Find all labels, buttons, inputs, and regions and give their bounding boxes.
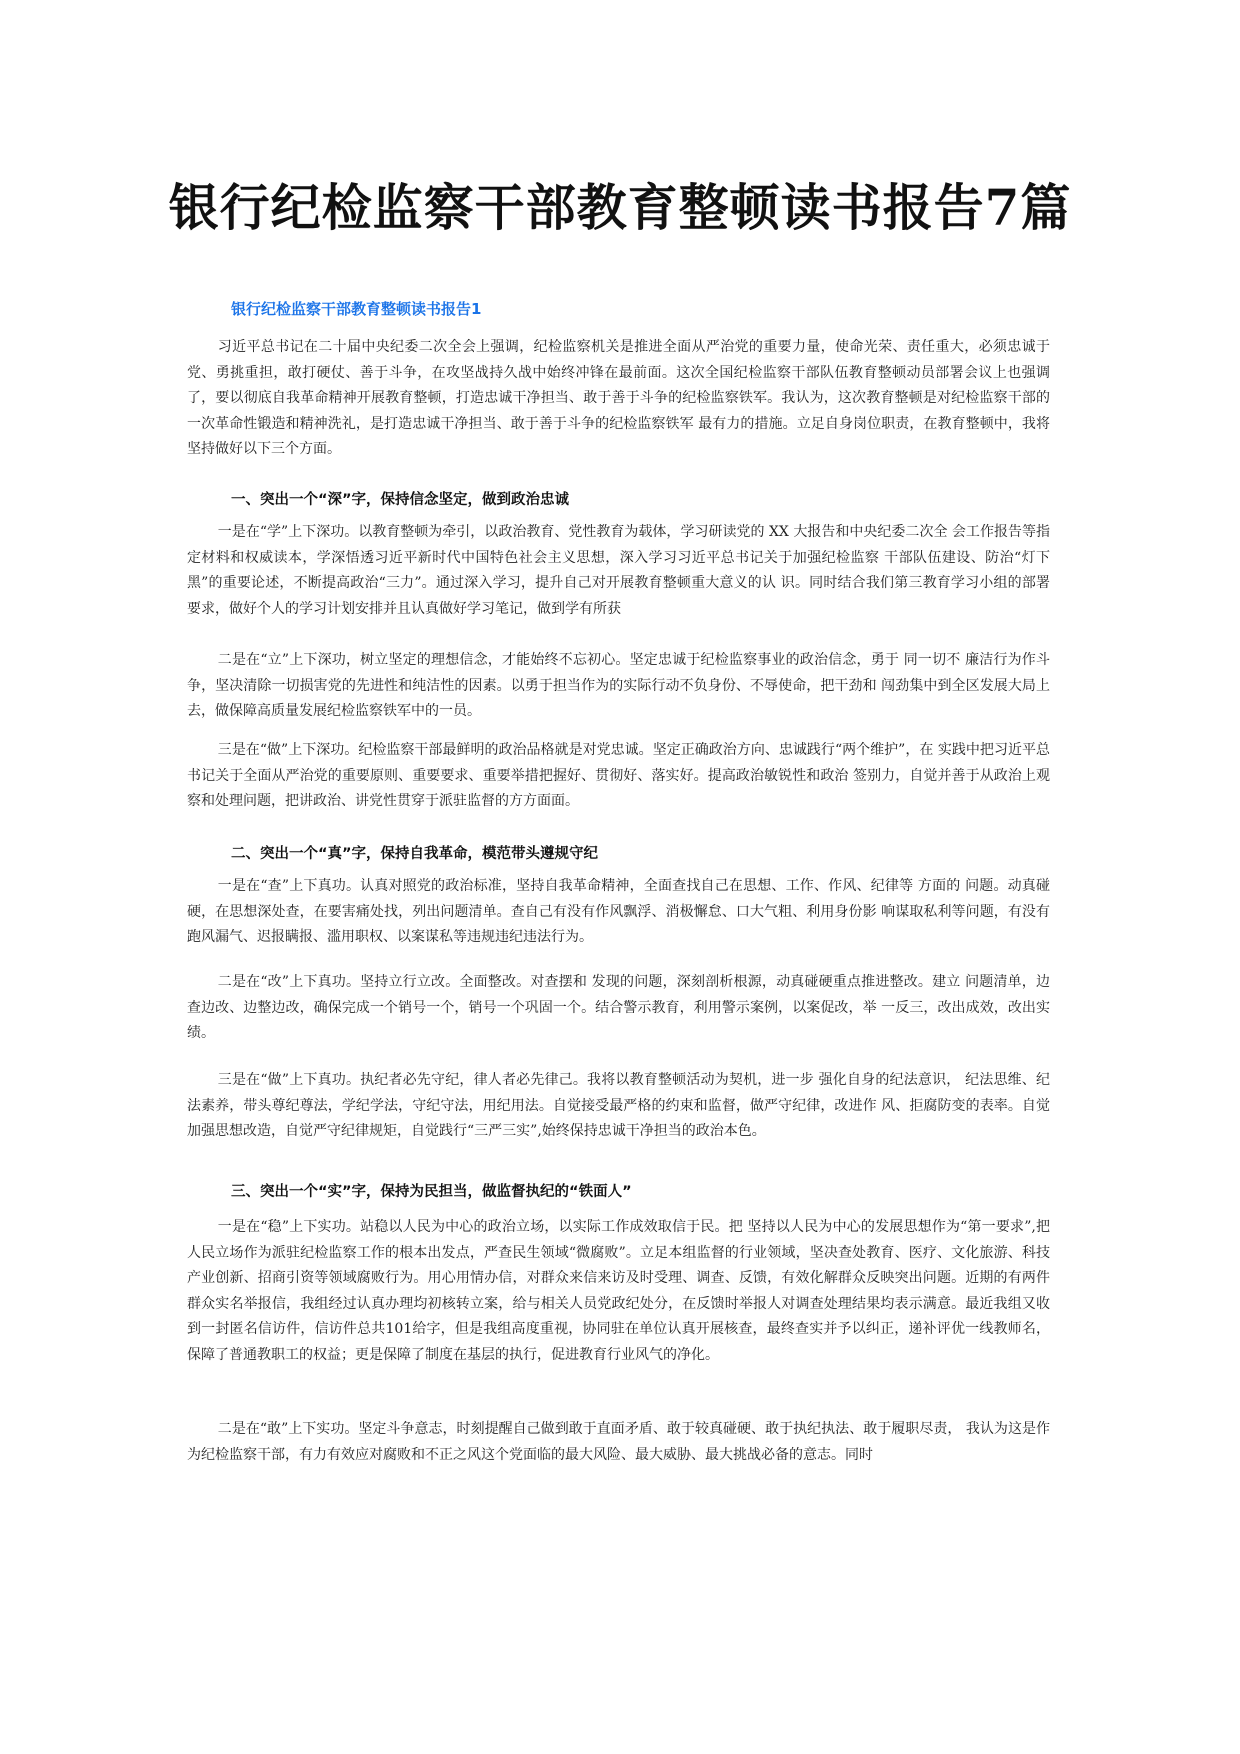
body-paragraph-8: 二是在“敢”上下实功。坚定斗争意志，时刻提醒自己做到敢于直面矛盾、敢于较真碰硬、敢于执纪执法、敢于履职尽责， 我认为这是作为纪检监察干部，有力有效应对腐败和不正之风这个党面临的最大风险、最大威胁、最大挑战必备的意志。同时 (187, 1421, 1050, 1463)
paragraph-block (187, 1068, 1050, 1145)
paragraph-block (187, 970, 1050, 1047)
body-paragraph-4: 一是在“查”上下真功。认真对照党的政治标准，坚持自我革命精神，全面查找自己在思想、工作、作风、纪律等 方面的 问题。动真碰硬，在思想深处查，在要害痛处找，列出问题清单。查自己有没有作风飘浮、消极懈怠、口大气粗、利用身份影 响谋取私利等问题，有没有跑风漏气、迟报瞒报、滥用职权、以案谋私等违规违纪违法行为。 (187, 878, 1050, 945)
paragraph-block (187, 738, 1050, 815)
section-heading-2: 二、突出一个“真”字，保持自我革命，模范带头遵规守纪 (231, 846, 599, 862)
body-paragraph-7: 一是在“稳”上下实功。站稳以人民为中心的政治立场，以实际工作成效取信于民。把 坚持以人民为中心的发展思想作为“第一要求”,把人民立场作为派驻纪检监察工作的根本出发点，严查民生领域“微腐败”。立足本组监督的行业领域，坚决查处教育、医疗、文化旅游、科技产业创新、招商引资等领域腐败行为。用心用情办信，对群众来信来访及时受理、调查、反馈，有效化解群众反映突出问题。近期的有两件群众实名举报信，我组经过认真办理均初核转立案，给与相关人员党政纪处分，在反馈时举报人对调查处理结果均表示满意。最近我组又收到一封匿名信访件，信访件总共101给字，但是我组高度重视，协同驻在单位认真开展核查，最终查实并予以纠正，递补评优一线教师名，保障了普通教职工的权益；更是保障了制度在基层的执行，促进教育行业风气的净化。 (187, 1219, 1050, 1363)
document-title: 银行纪检监察干部教育整顿读书报告7篇 (168, 178, 1072, 237)
intro-paragraph: 习近平总书记在二十届中央纪委二次全会上强调，纪检监察机关是推进全面从严治党的重要力量，使命光荣、责任重大，必须忠诚于党、勇挑重担，敢打硬仗、善于斗争，在攻坚战持久战中始终冲锋在最前面。这次全国纪检监察干部队伍教育整顿动员部署会议上也强调了，要以彻底自我革命精神开展教育整顿，打造忠诚干净担当、敢于善于斗争的纪检监察铁军。我认为，这次教育整顿是对纪检监察干部的一次革命性锻造和精神洗礼，是打造忠诚干净担当、敢于善于斗争的纪检监察铁军 最有力的措施。立足自身岗位职责，在教育整顿中，我将坚持做好以下三个方面。 (187, 339, 1050, 457)
body-paragraph-3: 三是在“做”上下深功。纪检监察干部最鲜明的政治品格就是对党忠诚。坚定正确政治方向、忠诚践行“两个维护”，在 实践中把习近平总书记关于全面从严治党的重要原则、重要要求、重要举措把握好、贯彻好、落实好。提高政治敏锐性和政治 签别力，自觉并善于从政治上观察和处理问题，把讲政治、讲党性贯穿于派驻监督的方方面面。 (187, 742, 1050, 809)
body-paragraph-5: 二是在“改”上下真功。坚持立行立改。全面整改。对查摆和 发现的问题，深刻剖析根源，动真碰硬重点推进整改。建立 问题清单，边查边改、边整边改，确保完成一个销号一个，销号一个巩固一个。结合警示教育，利用警示案例，以案促改，举 一反三，改出成效，改出实绩。 (187, 974, 1050, 1041)
section-heading-3: 三、突出一个“实”字，保持为民担当，做监督执纪的“铁面人” (231, 1184, 632, 1200)
paragraph-block (187, 1417, 1050, 1468)
paragraph-block (187, 1215, 1050, 1368)
intro-paragraph-block (187, 335, 1050, 463)
paragraph-block (187, 648, 1050, 725)
body-paragraph-2: 二是在“立”上下深功，树立坚定的理想信念，才能始终不忘初心。坚定忠诚于纪检监察事业的政治信念，勇于 同一切不 廉洁行为作斗争，坚决清除一切损害党的先进性和纯洁性的因素。以勇于担当作为的实际行动不负身份、不辱使命，把干劲和 闯劲集中到全区发展大局上去，做保障高质量发展纪检监察铁军中的一员。 (187, 652, 1050, 719)
paragraph-block (187, 520, 1050, 622)
section-title-link[interactable]: 银行纪检监察干部教育整顿读书报告1 (231, 300, 482, 318)
section-heading-1: 一、突出一个“深”字，保持信念坚定，做到政治忠诚 (231, 492, 570, 508)
body-paragraph-1: 一是在“学”上下深功。以教育整顿为牵引，以政治教育、党性教育为载体，学习研读党的 XX 大报告和中央纪委二次全 会工作报告等指定材料和权威读本，学深悟透习近平新时代中国特色社会主义思想，深入学习习近平总书记关于加强纪检监察 干部队伍建设、防治“灯下黑”的重要论述，不断提高政治“三力”。通过深入学习，提升自己对开展教育整顿重大意义的认 识。同时结合我们第三教育学习小组的部署要求，做好个人的学习计划安排并且认真做好学习笔记，做到学有所获 (187, 524, 1050, 617)
body-paragraph-6: 三是在“做”上下真功。执纪者必先守纪，律人者必先律己。我将以教育整顿活动为契机，进一步 强化自身的纪法意识， 纪法思维、纪法素养，带头尊纪尊法，学纪学法，守纪守法，用纪用法。自觉接受最严格的约束和监督，做严守纪律，改进作 风、拒腐防变的表率。自觉加强思想改造，自觉严守纪律规矩，自觉践行“三严三实”,始终保持忠诚干净担当的政治本色。 (187, 1072, 1050, 1139)
paragraph-block (187, 874, 1050, 951)
